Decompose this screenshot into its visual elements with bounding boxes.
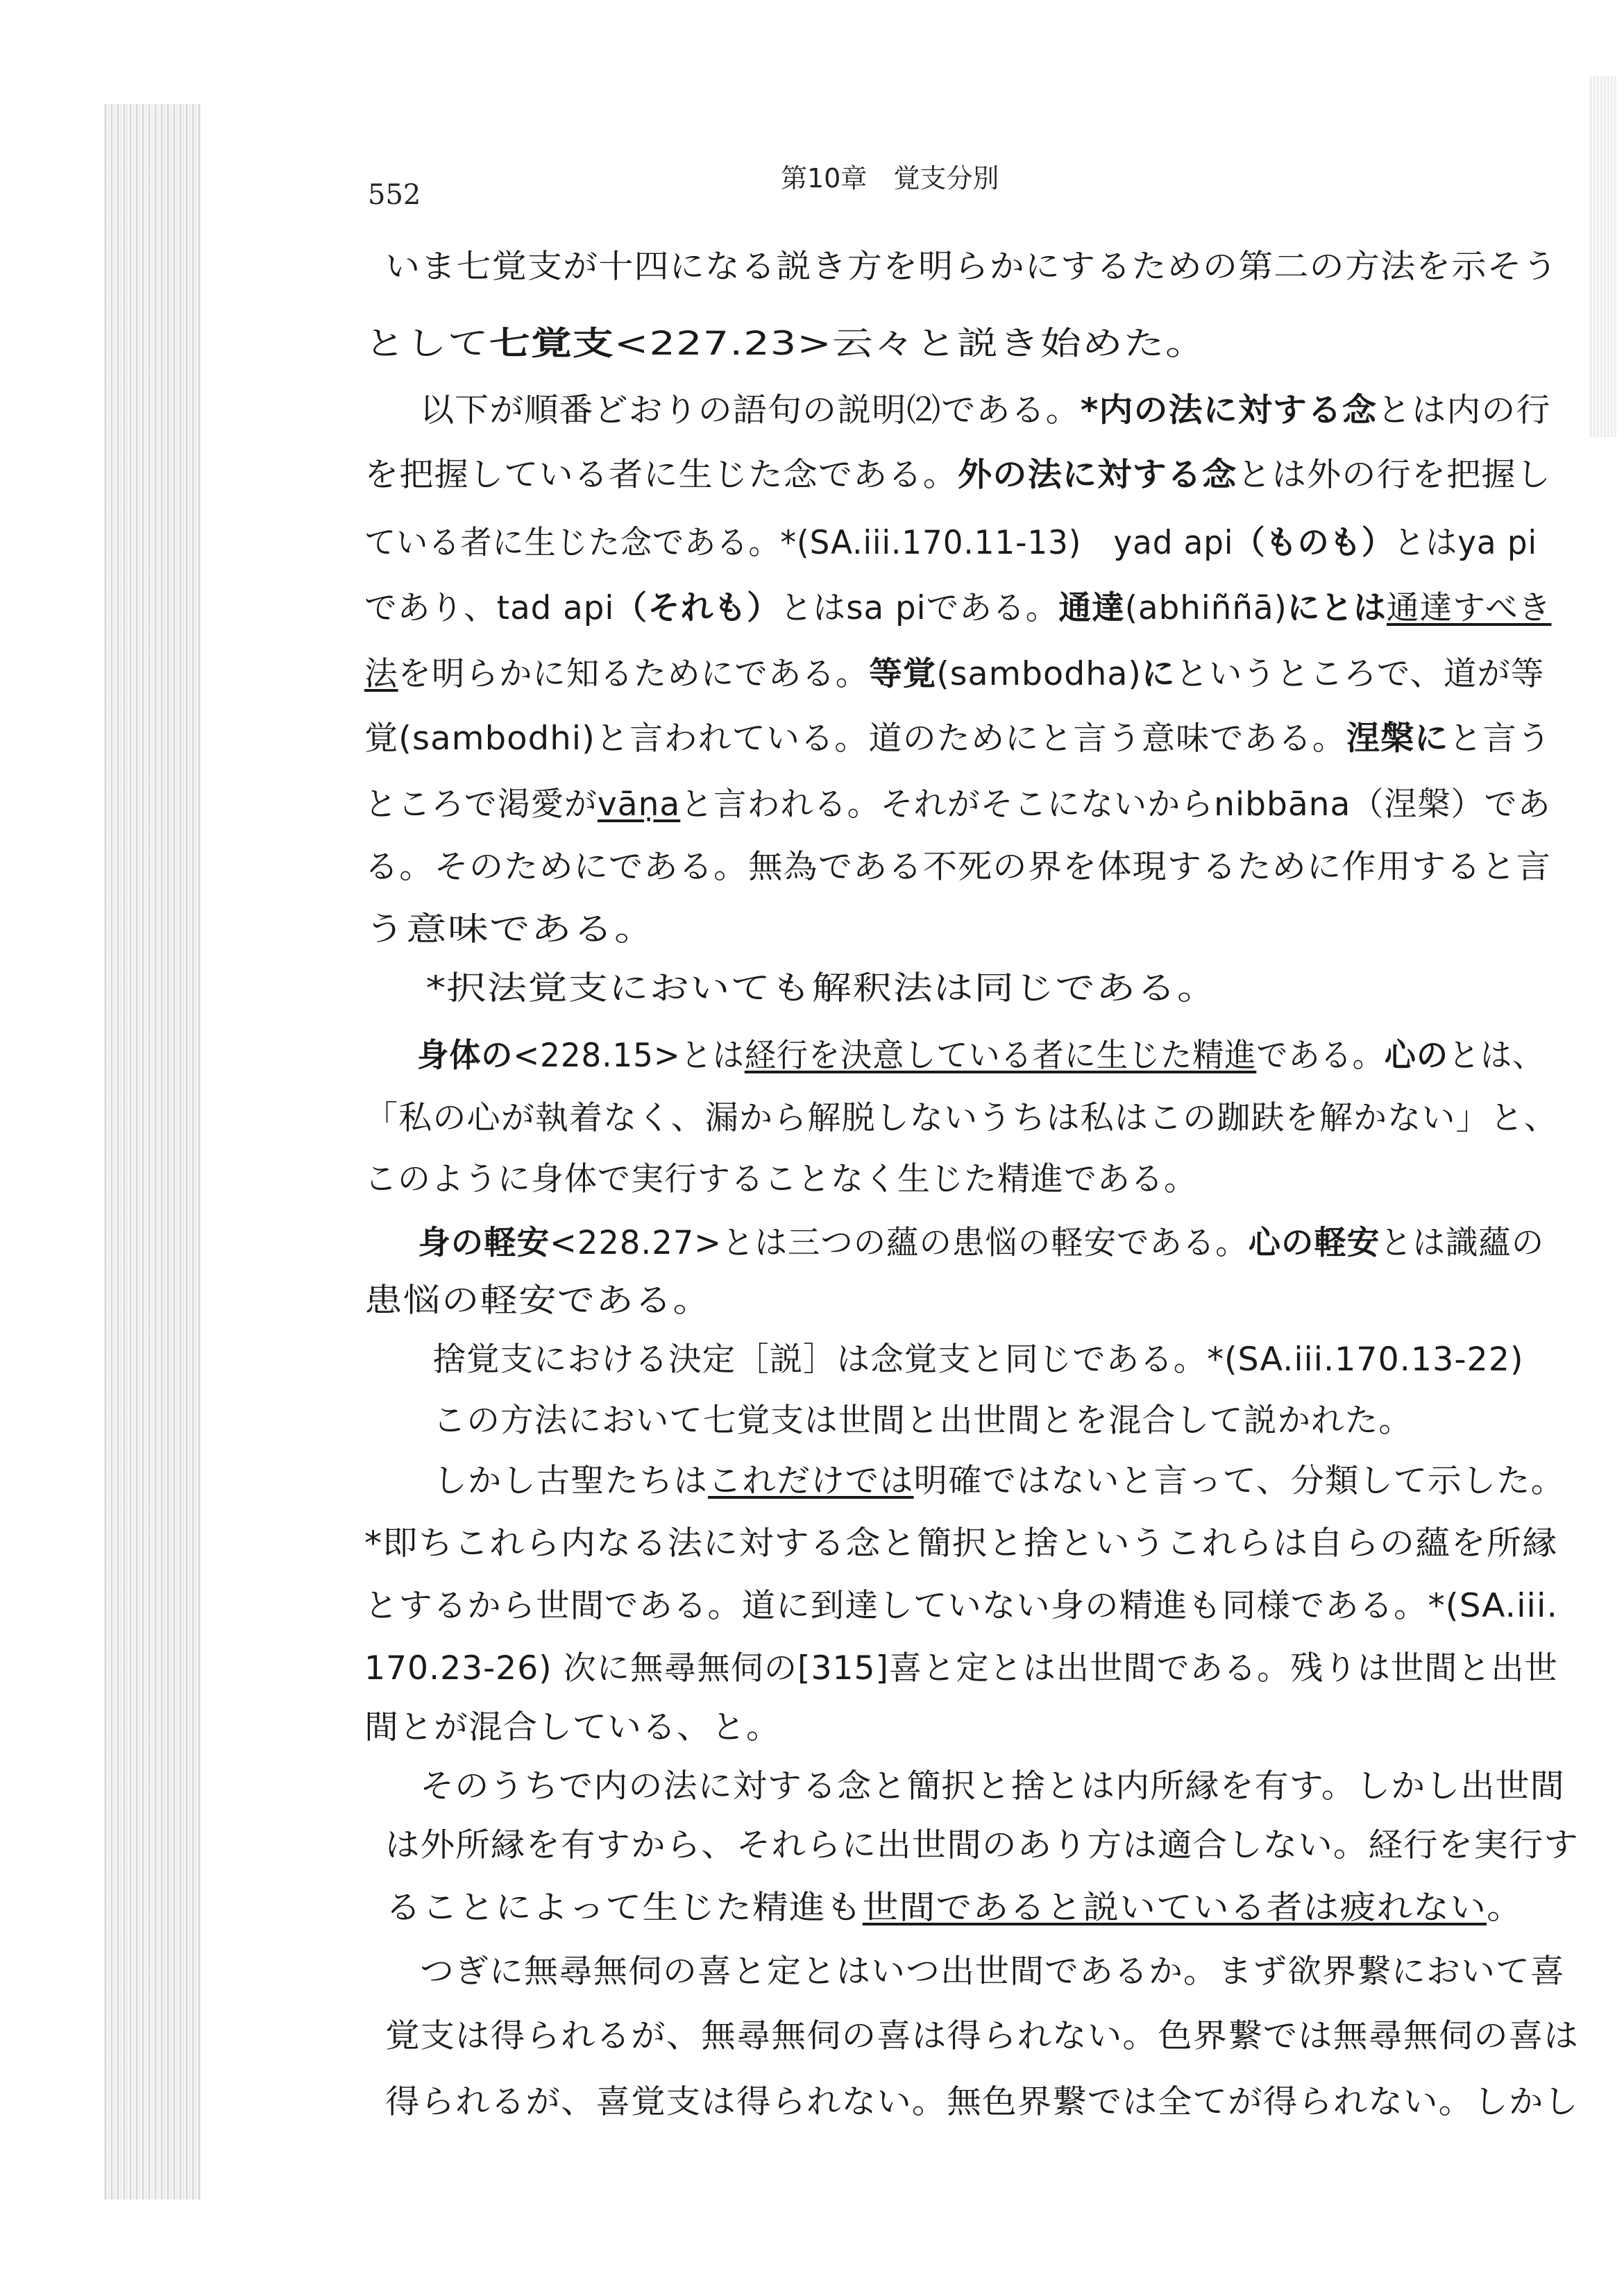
text-segment: ところで渇愛が [364, 785, 598, 824]
text-line [385, 1887, 1523, 1929]
text-segment: 「私の心が執着なく、漏から解脱しないうちは私はこの跏趺を解かない」と、 [364, 1099, 1559, 1137]
text-segment [385, 1224, 418, 1262]
text-segment: というところで、道が等 [1175, 655, 1545, 693]
text-segment: (sambodha) [936, 655, 1142, 693]
text-line [364, 1098, 1558, 1139]
text-segment: この方法において七覚支は世間と出世間とを混合して説かれた。 [399, 1402, 1412, 1440]
text-segment: である。 [1256, 1037, 1385, 1075]
text-segment: 云々と説き始めた。 [832, 325, 1208, 363]
underlined-text: これだけでは [707, 1462, 914, 1500]
text-line [385, 2082, 1579, 2123]
text-line [385, 1766, 1565, 1808]
bold-term: 外の法に対する念 [958, 456, 1237, 494]
bold-term: 身体の [417, 1037, 514, 1075]
text-segment: として [364, 325, 489, 363]
text-segment: は外所縁を有すから、それらに出世間のあり方は適合しない。経行を実行す [385, 1826, 1579, 1864]
text-segment: とは外の行を把握し [1237, 456, 1551, 494]
text-line [399, 1339, 1523, 1381]
bold-term: 心の軽安 [1248, 1224, 1380, 1262]
text-line [364, 588, 1551, 629]
bold-term: *内の法に対する念 [1080, 391, 1378, 430]
bold-term: 七覚支 [489, 325, 614, 363]
text-segment: 患悩の軽安である。 [364, 1282, 711, 1320]
text-line [364, 1707, 781, 1749]
text-segment: <228.27>とは三つの蘊の患悩の軽安である。 [550, 1224, 1249, 1262]
text-line [385, 1223, 1544, 1264]
text-segment: と言う [1448, 720, 1552, 758]
text-line [385, 1951, 1565, 1993]
underlined-text: vāṇa [597, 785, 681, 824]
text-segment: *択法覚支においても解釈法は同じである。 [385, 969, 1218, 1007]
bold-term: 涅槃に [1346, 720, 1449, 758]
text-line [385, 968, 1217, 1010]
underlined-text: 経行を決意している者に生じた精進 [744, 1037, 1257, 1075]
text-segment: であり、tad api [364, 589, 615, 627]
text-segment: とするから世間である。道に到達していない身の精進も同様である。*(SA.iii. [364, 1587, 1558, 1625]
underlined-text: 通達すべき [1386, 589, 1552, 627]
underlined-text: 世間であると説いている者は疲れない [862, 1889, 1487, 1927]
text-line [399, 1461, 1565, 1502]
text-segment: う意味である。 [364, 910, 656, 949]
text-line [364, 1280, 711, 1322]
text-line [364, 1159, 1197, 1200]
text-segment: ている者に生じた念である。*(SA.iii.170.11-13) yad api [364, 524, 1234, 562]
text-line [385, 246, 1558, 288]
text-segment: 以下が順番どおりの語句の説明⑵である。 [385, 391, 1081, 430]
text-line [364, 654, 1544, 695]
text-segment: とは、 [1448, 1037, 1545, 1075]
bold-term: にとは [1287, 589, 1387, 627]
text-segment [385, 1037, 417, 1075]
text-segment: 捨覚支における決定［説］は念覚支と同じである。*(SA.iii.170.13-22) [399, 1341, 1524, 1379]
text-line [385, 1825, 1579, 1866]
text-line [385, 390, 1551, 432]
text-segment: とはsa piである。 [779, 589, 1059, 627]
text-line [385, 1035, 1544, 1077]
text-segment: る。そのためにである。無為である不死の界を体現するために作用すると言 [364, 848, 1551, 886]
text-line [385, 2016, 1579, 2057]
text-segment: を把握している者に生じた念である。 [364, 456, 958, 494]
bold-term: （それも） [614, 589, 780, 627]
text-segment: 。 [1487, 1889, 1523, 1927]
bold-term: 身の軽安 [418, 1224, 550, 1262]
text-segment: いま七覚支が十四になる説き方を明らかにするための第二の方法を示そう [385, 248, 1558, 286]
text-segment: しかし古聖たちは [399, 1462, 708, 1500]
text-line [364, 1585, 1558, 1627]
text-line [364, 1648, 1558, 1690]
text-segment: *即ちこれら内なる法に対する念と簡択と捨というこれらは自らの蘊を所縁 [364, 1524, 1558, 1563]
text-segment: 間とが混合している、と。 [364, 1708, 781, 1746]
text-segment: 明確ではないと言って、分類して示した。 [913, 1462, 1566, 1500]
text-line [364, 718, 1551, 760]
text-segment: つぎに無尋無伺の喜と定とはいつ出世間であるか。まず欲界繋において喜 [385, 1953, 1565, 1991]
text-line [364, 522, 1537, 564]
bold-term: 等覚 [869, 655, 937, 693]
text-segment: このように身体で実行することなく生じた精進である。 [364, 1160, 1197, 1198]
underlined-text: 法 [364, 655, 398, 693]
bold-term: 通達 [1058, 589, 1125, 627]
text-segment: ることによって生じた精進も [385, 1889, 863, 1927]
text-segment: と言われる。それがそこにないからnibbāna（涅槃）であ [680, 785, 1551, 824]
text-segment: <227.23> [614, 325, 833, 363]
text-line [364, 323, 1207, 365]
text-segment: そのうちで内の法に対する念と簡択と捨とは内所縁を有す。しかし出世間 [385, 1767, 1565, 1805]
text-segment: とはya pi [1394, 524, 1538, 562]
text-segment: 170.23-26) 次に無尋無伺の[315]喜と定とは出世間である。残りは世間と出世 [364, 1649, 1558, 1687]
text-line [399, 1400, 1412, 1442]
bold-term: に [1141, 655, 1176, 693]
text-segment: とは内の行 [1377, 391, 1551, 430]
chapter-title: 第10章 覚支分別 [781, 163, 999, 194]
text-segment: を明らかに知るためにである。 [398, 655, 870, 693]
text-line [364, 784, 1551, 826]
text-line [364, 454, 1551, 496]
text-segment: (abhiññā) [1124, 589, 1287, 627]
text-line [364, 909, 656, 951]
text-segment: 覚(sambodhi)と言われている。道のためにと言う意味である。 [364, 720, 1346, 758]
bold-term: （ものも） [1233, 524, 1394, 562]
text-line [364, 847, 1551, 888]
text-segment: とは識蘊の [1380, 1224, 1545, 1262]
text-line [364, 1523, 1557, 1565]
bold-term: 心の [1384, 1037, 1448, 1075]
page-number: 552 [368, 179, 421, 211]
text-segment: <228.15>とは [513, 1037, 745, 1075]
text-segment: 得られるが、喜覚支は得られない。無色界繋では全てが得られない。しかし [385, 2083, 1579, 2121]
text-segment: 覚支は得られるが、無尋無伺の喜は得られない。色界繋では無尋無伺の喜は [385, 2017, 1579, 2055]
